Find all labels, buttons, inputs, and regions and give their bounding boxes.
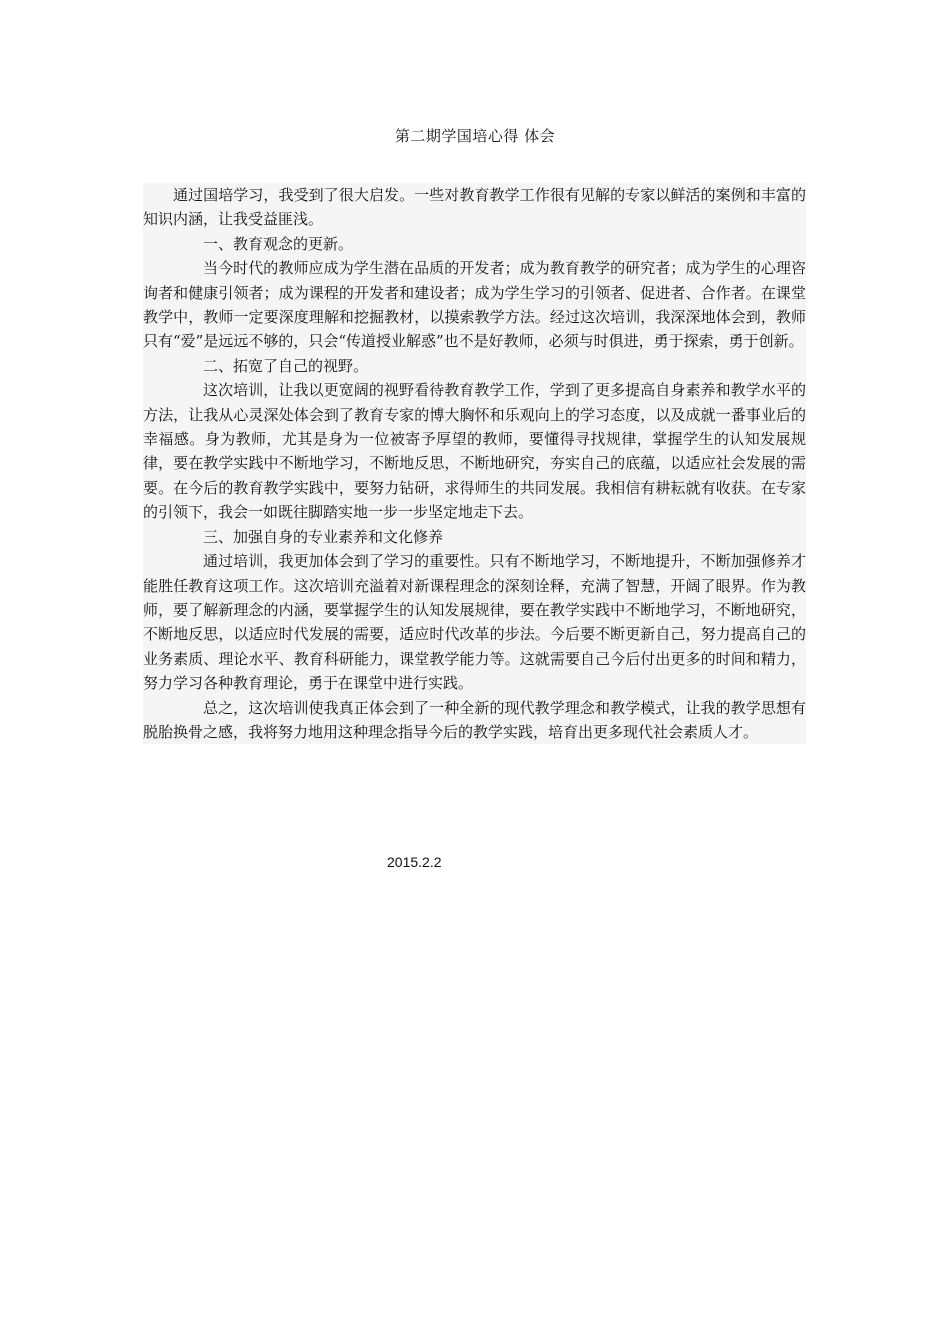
section-heading-1: 一、教育观念的更新。 [203, 234, 354, 253]
paragraph-section-2: 这次培训，让我以更宽阔的视野看待教育教学工作，学到了更多提高自身素养和教学水平的方法，让我从心灵深处体会到了教育专家的博大胸怀和乐观向上的学习态度，以及成就一番事业后的幸福感。身为教师，尤其是身为一位被寄予厚望的教师，要懂得寻找规律，掌握学生的认知发展规律，要在教学实践中不断地学习，不断地反思，不断地研究，夯实自己的底蕴，以适应社会发展的需要。在今后的教育教学实践中，要努力钻研，求得师生的共同发展。我相信有耕耘就有收获。在专家的引领下，我会一如既往脚踏实地一步一步坚定地走下去。 [143, 381, 806, 522]
paragraph-section-1: 当今时代的教师应成为学生潜在品质的开发者；成为教育教学的研究者；成为学生的心理咨询者和健康引领者；成为课程的开发者和建设者；成为学生学习的引领者、促进者、合作者。在课堂教学中，教师一定要深度理解和挖掘教材，以摸索教学方法。经过这次培训，我深深地体会到，教师只有“爱”是远远不够的，只会“传道授业解惑”也不是好教师，必须与时俱进，勇于探索，勇于创新。 [143, 259, 806, 351]
document-title: 第二期学国培心得 体会 [394, 127, 556, 145]
document-body [143, 183, 806, 744]
paragraph-section-3: 通过培训，我更加体会到了学习的重要性。只有不断地学习，不断地提升，不断加强修养才能胜任教育这项工作。这次培训充溢着对新课程理念的深刻诠释，充满了智慧，开阔了眼界。作为教师，要了解新理念的内涵，要掌握学生的认知发展规律，要在教学实践中不断地学习，不断地研究，不断地反思，以适应时代发展的需要，适应时代改革的步法。今后要不断更新自己，努力提高自己的业务素质、理论水平、教育科研能力，课堂教学能力等。这就需要自己今后付出更多的时间和精力，努力学习各种教育理论，勇于在课堂中进行实践。 [143, 552, 806, 693]
paragraph-intro: 通过国培学习，我受到了很大启发。一些对教育教学工作很有见解的专家以鲜活的案例和丰富的知识内涵，让我受益匪浅。 [143, 186, 806, 229]
section-heading-2: 二、拓宽了自己的视野。 [203, 356, 369, 375]
document-date: 2015.2.2 [387, 854, 442, 870]
paragraph-conclusion: 总之，这次培训使我真正体会到了一种全新的现代教学理念和教学模式，让我的教学思想有脱胎换骨之感，我将努力地用这种理念指导今后的教学实践，培育出更多现代社会素质人才。 [143, 698, 806, 741]
section-heading-3: 三、加强自身的专业素养和文化修养 [203, 527, 444, 546]
